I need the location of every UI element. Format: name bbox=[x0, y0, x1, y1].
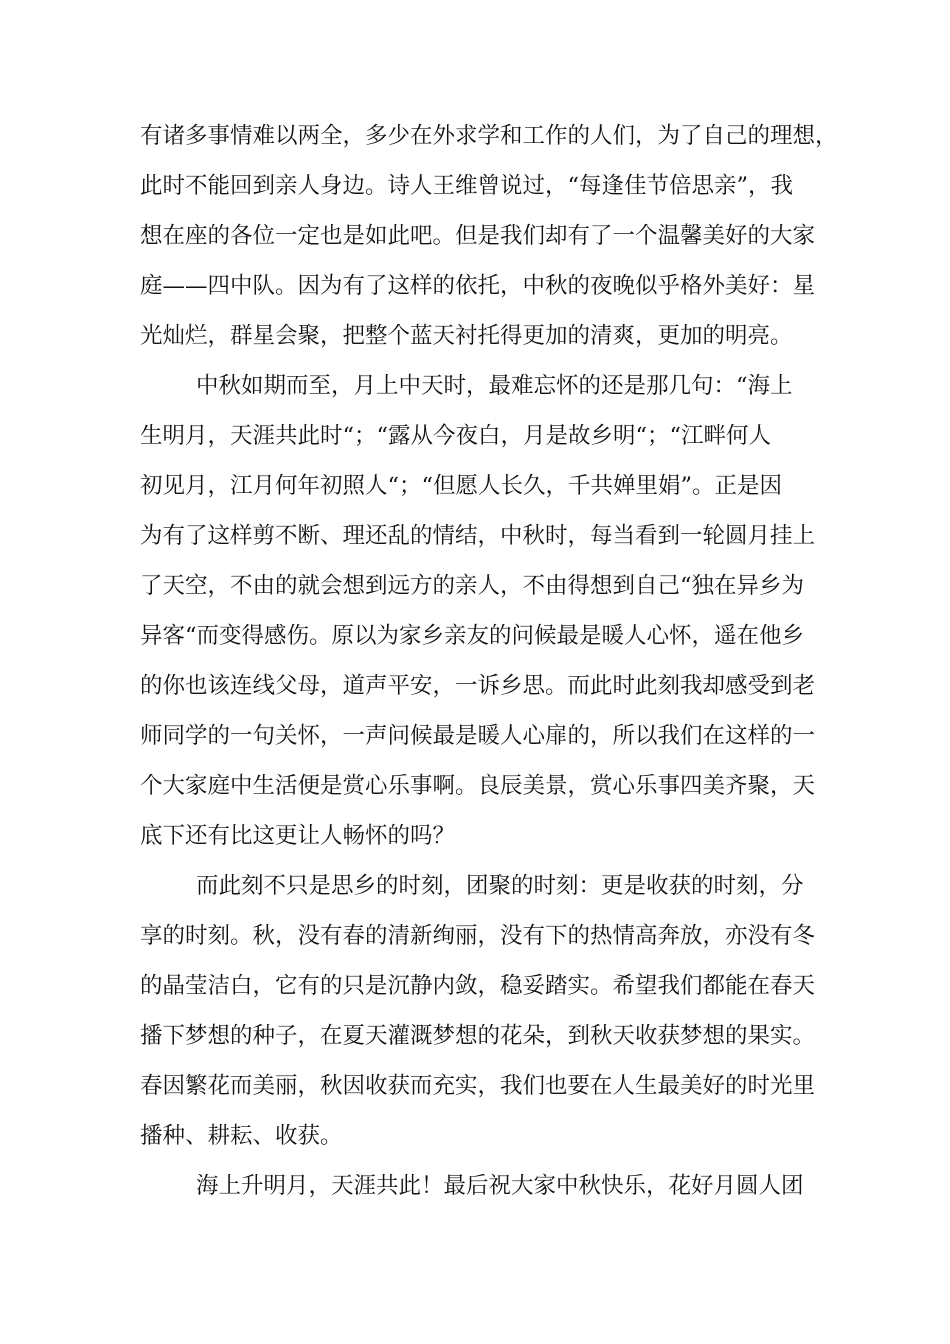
text-line: 的晶莹洁白，它有的只是沉静内敛，稳妥踏实。希望我们都能在春天 bbox=[140, 973, 816, 999]
text-line: 为有了这样剪不断、理还乱的情结，中秋时，每当看到一轮圆月挂上 bbox=[140, 523, 816, 549]
text-line: 个大家庭中生活便是赏心乐事啊。良辰美景，赏心乐事四美齐聚，天 bbox=[140, 773, 816, 799]
text-line: 有诸多事情难以两全，多少在外求学和工作的人们，为了自己的理想， bbox=[140, 123, 838, 149]
text-line: 播种、耕耘、收获。 bbox=[140, 1123, 343, 1149]
text-line: 光灿烂，群星会聚，把整个蓝天衬托得更加的清爽，更加的明亮。 bbox=[140, 323, 793, 349]
text-line: 异客“而变得感伤。原以为家乡亲友的问候最是暖人心怀，遥在他乡 bbox=[140, 623, 805, 649]
text-line: 了天空，不由的就会想到远方的亲人，不由得想到自己“独在异乡为 bbox=[140, 573, 805, 599]
text-line: 生明月，天涯共此时“；“露从今夜白，月是故乡明“；“江畔何人 bbox=[140, 423, 772, 449]
text-line: 底下还有比这更让人畅怀的吗？ bbox=[140, 823, 456, 849]
text-line: 的你也该连线父母，道声平安，一诉乡思。而此时此刻我却感受到老 bbox=[140, 673, 816, 699]
paragraph-start-line: 海上升明月，天涯共此！最后祝大家中秋快乐，花好月圆人团 bbox=[196, 1173, 804, 1199]
text-line: 享的时刻。秋，没有春的清新绚丽，没有下的热情高奔放，亦没有冬 bbox=[140, 923, 816, 949]
text-line: 播下梦想的种子，在夏天灌溉梦想的花朵，到秋天收获梦想的果实。 bbox=[140, 1023, 816, 1049]
text-line: 庭——四中队。因为有了这样的依托，中秋的夜晚似乎格外美好：星 bbox=[140, 273, 816, 299]
text-line: 春因繁花而美丽，秋因收获而充实，我们也要在人生最美好的时光里 bbox=[140, 1073, 816, 1099]
text-line: 初见月，江月何年初照人“；“但愿人长久，千共婵里娟”。正是因 bbox=[140, 473, 783, 499]
paragraph-start-line: 中秋如期而至，月上中天时，最难忘怀的还是那几句：“海上 bbox=[196, 373, 793, 399]
text-line: 想在座的各位一定也是如此吧。但是我们却有了一个温馨美好的大家 bbox=[140, 223, 816, 249]
text-line: 此时不能回到亲人身边。诗人王维曾说过，“每逢佳节倍思亲”，我 bbox=[140, 173, 794, 199]
paragraph-start-line: 而此刻不只是思乡的时刻，团聚的时刻：更是收获的时刻，分 bbox=[196, 873, 804, 899]
text-line: 师同学的一句关怀，一声问候最是暖人心扉的，所以我们在这样的一 bbox=[140, 723, 816, 749]
